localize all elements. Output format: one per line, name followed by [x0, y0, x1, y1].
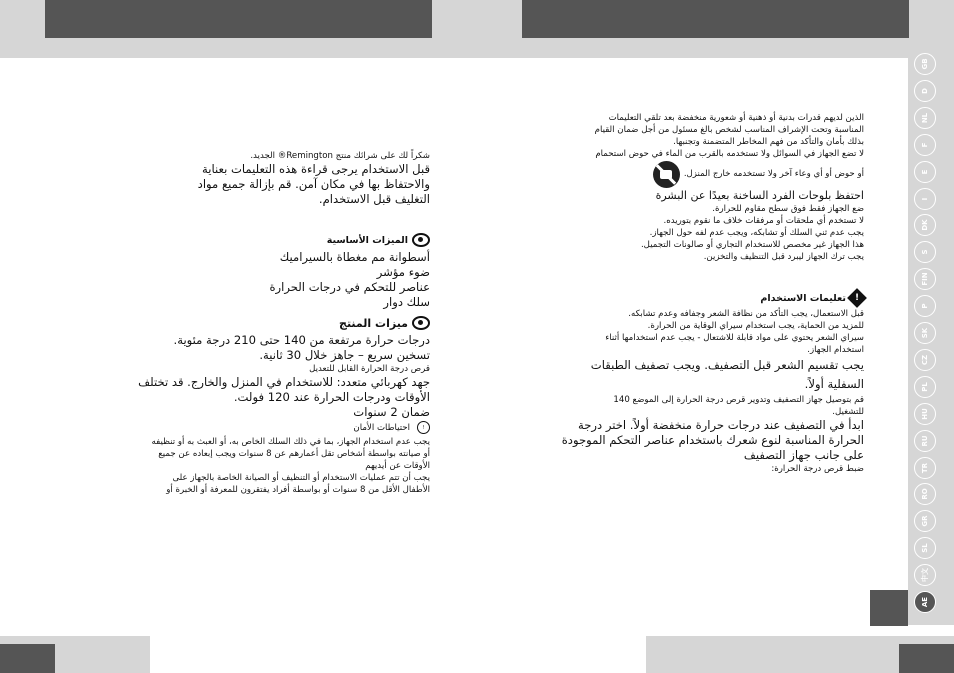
- header-bar: [45, 0, 432, 38]
- eye-icon: [412, 316, 430, 330]
- safety-line: الأوقات عن أيديهم: [365, 461, 430, 471]
- footer-bar: [0, 644, 55, 673]
- product-feature: ضمان 2 سنوات: [353, 405, 430, 419]
- text-line: يجب ترك الجهاز ليبرد قبل التنظيف والتخزين.: [703, 252, 864, 262]
- language-tab-hu[interactable]: HU: [914, 403, 936, 425]
- instruction-line: على جانب جهاز التصفيف: [743, 448, 864, 462]
- language-tab-p[interactable]: P: [914, 295, 936, 317]
- language-tab-sk[interactable]: SK: [914, 322, 936, 344]
- product-feature: تسخين سريع – جاهز خلال 30 ثانية.: [259, 348, 430, 362]
- intro-line: قبل الاستخدام يرجى قراءة هذه التعليمات بعناية: [202, 162, 430, 176]
- language-tab-d[interactable]: D: [914, 80, 936, 102]
- language-tab-中文[interactable]: 中文: [914, 564, 936, 586]
- language-tab-e[interactable]: E: [914, 161, 936, 183]
- instruction-line: للتشغيل.: [832, 407, 864, 417]
- text-line: الذين لديهم قدرات بدنية أو ذهنية أو شعورية منخفضة بعد تلقي التعليمات: [608, 113, 864, 123]
- instruction-line: ابدأ في التصفيف عند درجات حرارة منخفضة أولاً. اختر درجة: [577, 418, 864, 432]
- text-line: هذا الجهاز غير مخصص للاستخدام التجاري أو صالونات التجميل.: [640, 240, 864, 250]
- language-tab-fin[interactable]: FIN: [914, 268, 936, 290]
- language-tab-cz[interactable]: CZ: [914, 349, 936, 371]
- instruction-line: يجب تقسيم الشعر قبل التصفيف. ويجب تصفيف الطبقات: [590, 358, 864, 372]
- instructions-heading: ! تعليمات الاستخدام: [504, 291, 864, 305]
- language-tabs: [908, 48, 954, 625]
- instruction-line: قم بتوصيل جهاز التصفيف وتدوير قرص درجة الحرارة إلى الموضع 140: [613, 395, 864, 405]
- text-line: يجب عدم ثني السلك أو تشابكه، ويجب عدم لفه حول الجهاز.: [649, 228, 864, 238]
- text-line: لا تستخدم أي ملحقات أو مرفقات خلاف ما نقوم بتوريده.: [663, 216, 864, 226]
- language-tab-dk[interactable]: DK: [914, 214, 936, 236]
- key-feature: ضوء مؤشر: [376, 265, 430, 279]
- language-tab-i[interactable]: I: [914, 188, 936, 210]
- text-line: بذلك بأمان والتأكد من فهم المخاطر المتضمنة وتجنبها.: [673, 137, 864, 147]
- language-tab-pl[interactable]: PL: [914, 376, 936, 398]
- safety-line: أو صيانته بواسطة أشخاص تقل أعمارهم عن 8 سنوات ويجب إبعاده عن جميع: [158, 449, 430, 459]
- intro-line: التغليف قبل الاستخدام.: [318, 192, 430, 206]
- text-line: ضع الجهاز فقط فوق سطح مقاوم للحرارة.: [712, 204, 864, 214]
- active-tab-marker: [870, 590, 908, 626]
- language-tab-s[interactable]: S: [914, 241, 936, 263]
- left-text-column: [30, 150, 430, 496]
- instruction-line: استخدام الجهاز.: [807, 345, 864, 355]
- language-tab-sl[interactable]: SL: [914, 537, 936, 559]
- intro-thanks: شكراً لك على شرائك منتج Remington® الجديد.: [250, 151, 430, 161]
- language-tab-ae[interactable]: AE: [914, 591, 936, 613]
- right-page: [477, 0, 954, 673]
- safety-heading: ! احتياطات الأمان: [30, 421, 430, 434]
- language-tab-ru[interactable]: RU: [914, 430, 936, 452]
- safety-line: يجب أن تتم عمليات الاستخدام أو التنظيف أو الصيانة الخاصة بالجهاز على: [172, 473, 430, 483]
- instruction-line: الحرارة المناسبة لنوع شعرك باستخدام عناصر التحكم الموجودة: [561, 433, 864, 447]
- no-water-row: [504, 160, 864, 188]
- key-feature: عناصر للتحكم في درجات الحرارة: [269, 280, 430, 294]
- safety-line: يجب عدم استخدام الجهاز، بما في ذلك السلك الخاص به، أو العبث به أو تنظيفه: [151, 437, 430, 447]
- no-water-icon: [653, 161, 680, 188]
- language-tab-f[interactable]: F: [914, 134, 936, 156]
- instruction-line: قبل الاستعمال، يجب التأكد من نظافة الشعر وجفافه وعدم تشابكه.: [628, 309, 864, 319]
- intro-line: والاحتفاظ بها في مكان آمن. قم بإزالة جميع مواد: [197, 177, 430, 191]
- eye-icon: [412, 233, 430, 247]
- product-feature: قرص درجة الحرارة القابل للتعديل: [309, 364, 430, 374]
- right-text-column: [504, 112, 864, 475]
- key-features-heading: الميزات الأساسية: [30, 233, 430, 247]
- key-feature: سلك دوار: [383, 295, 430, 309]
- language-tab-nl[interactable]: NL: [914, 107, 936, 129]
- header-bar: [522, 0, 909, 38]
- language-tab-gb[interactable]: GB: [914, 53, 936, 75]
- product-feature: الأوقات ودرجات الحرارة عند 120 فولت.: [233, 390, 430, 404]
- product-feature: جهد كهربائي متعدد: للاستخدام في المنزل والخارج. قد تختلف: [138, 375, 430, 389]
- instruction-line: السفلية أولاً.: [804, 377, 864, 391]
- language-tab-gr[interactable]: GR: [914, 510, 936, 532]
- product-feature: درجات حرارة مرتفعة من 140 حتى 210 درجة مئوية.: [173, 333, 430, 347]
- key-feature: أسطوانة مم مغطاة بالسيراميك: [279, 250, 430, 264]
- text-line: المناسبة وتحت الإشراف المناسب لشخص بالغ مسئول من أجل ضمان القيام: [594, 125, 864, 135]
- text-line: لا تضع الجهاز في السوائل ولا تستخدمه بالقرب من الماء في حوض استحمام: [595, 149, 864, 159]
- product-features-heading: ميزات المنتج: [30, 316, 430, 330]
- safety-line: الأطفال الأقل من 8 سنوات أو بواسطة أفراد يفتقرون للمعرفة أو الخبرة أو: [166, 485, 430, 495]
- instruction-line: للمزيد من الحماية، يجب استخدام سيراي الوقاية من الحرارة.: [647, 321, 864, 331]
- language-tab-tr[interactable]: TR: [914, 457, 936, 479]
- instruction-line: سيراي الشعر يحتوي على مواد قابلة للاشتعال - يجب عدم استخدامها أثناء: [605, 333, 864, 343]
- safety-badge-icon: !: [417, 421, 430, 434]
- language-tab-ro[interactable]: RO: [914, 483, 936, 505]
- footer-bar: [899, 644, 954, 673]
- instruction-line: ضبط قرص درجة الحرارة:: [771, 464, 864, 474]
- hot-plates-warning: احتفظ بلوحات الفرد الساخنة بعيدًا عن البشرة: [655, 189, 864, 202]
- text-line: أو حوض أو أي وعاء آخر ولا تستخدمه خارج المنزل.: [683, 169, 864, 179]
- warning-icon: !: [847, 288, 867, 308]
